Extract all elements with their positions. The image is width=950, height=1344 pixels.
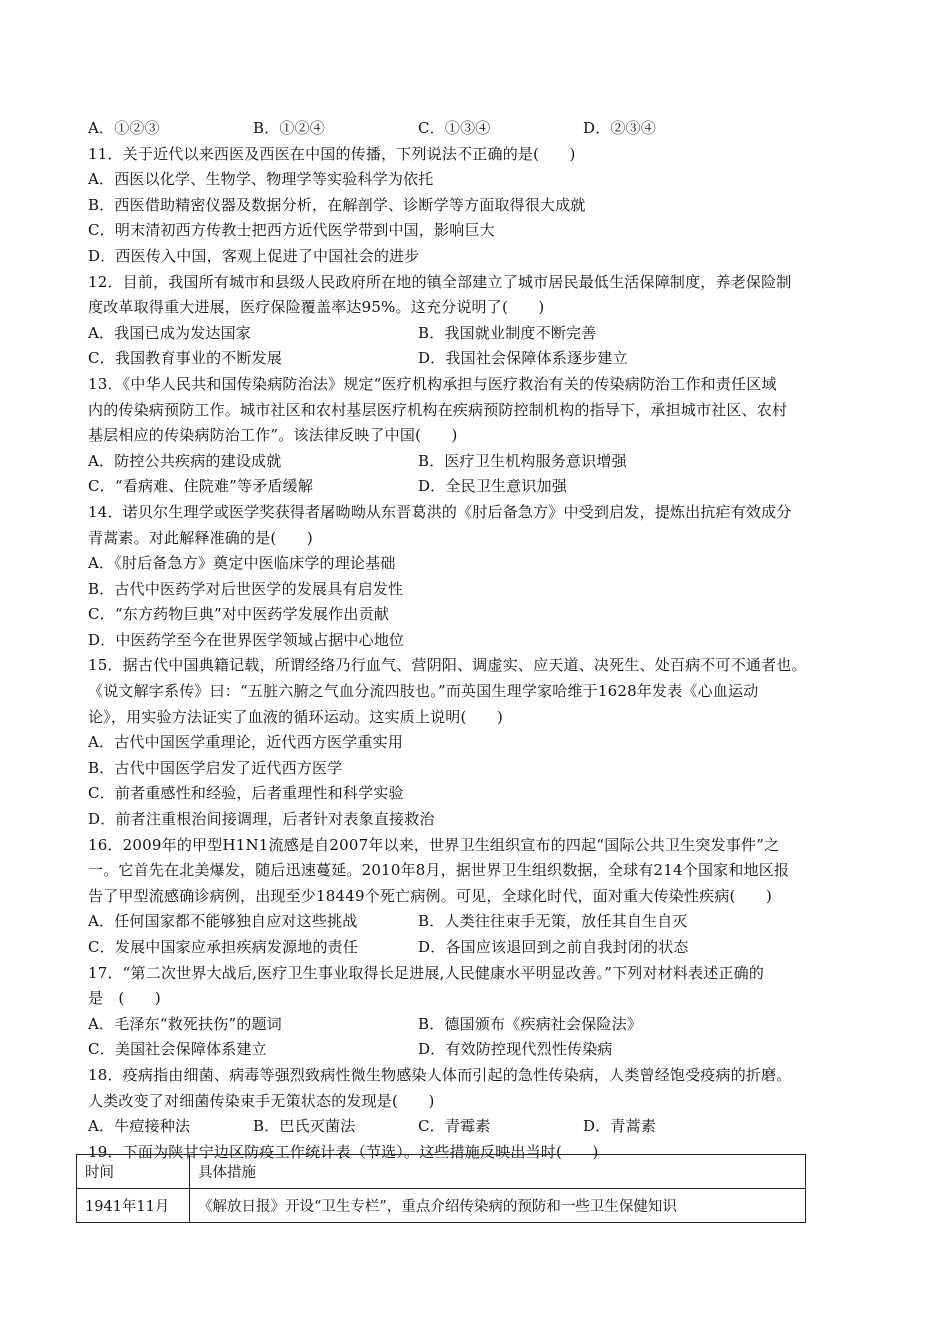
q16-stem-line2: 一。它首先在北美爆发，随后迅速蔓延。2010年8月，据世界卫生组织数据，全球有214个国家和地区报 xyxy=(88,861,790,880)
q15-stem-line2: 《说文解字系传》曰：“五脏六腑之气血分流四肢也。”而英国生理学家哈维于1628年发表《心血运动 xyxy=(88,682,759,701)
q12-option-b[interactable]: B．我国就业制度不断完善 xyxy=(418,323,597,342)
q13-stem-line3: 基层相应的传染病防治工作”。该法律反映了中国( ) xyxy=(88,426,458,445)
q13-stem-line1: 13．《中华人民共和国传染病防治法》规定“医疗机构承担与医疗救治有关的传染病防治工作和责任区域 xyxy=(88,374,777,393)
q10-option-a[interactable]: A．①②③ xyxy=(88,119,160,137)
q10-option-c[interactable]: C．①③④ xyxy=(418,119,491,137)
table-cell-measures: 《解放日报》开设“卫生专栏”，重点介绍传染病的预防和一些卫生保健知识 xyxy=(190,1189,806,1223)
q17-options-row2 xyxy=(88,1037,860,1063)
q17-option-c[interactable]: C．美国社会保障体系建立 xyxy=(88,1040,267,1059)
q18-option-a[interactable]: A．牛痘接种法 xyxy=(88,1117,191,1136)
q18-options xyxy=(88,1114,860,1140)
q11-option-c[interactable]: C．明末清初西方传教士把西方近代医学带到中国，影响巨大 xyxy=(88,221,495,240)
q13-options-row2 xyxy=(88,474,860,500)
q14-stem-line2: 青蒿素。对此解释准确的是( ) xyxy=(88,528,313,547)
q12-option-c[interactable]: C．我国教育事业的不断发展 xyxy=(88,349,283,368)
q17-options-row1 xyxy=(88,1012,860,1038)
exam-page xyxy=(88,116,860,1165)
q10-option-d[interactable]: D．②③④ xyxy=(583,119,657,137)
q11-option-d[interactable]: D．西医传入中国，客观上促进了中国社会的进步 xyxy=(88,246,420,265)
q16-option-a[interactable]: A．任何国家都不能够独自应对这些挑战 xyxy=(88,912,358,931)
q13-options-row1 xyxy=(88,449,860,475)
q11-option-a[interactable]: A．西医以化学、生物学、物理学等实验科学为依托 xyxy=(88,170,434,189)
q17-stem-line2: 是 ( ) xyxy=(88,989,161,1008)
q16-option-b[interactable]: B．人类往往束手无策，放任其自生自灭 xyxy=(418,912,688,931)
q18-option-c[interactable]: C．青霉素 xyxy=(418,1117,491,1136)
table-header-time: 时间 xyxy=(77,1155,190,1189)
q10-option-b[interactable]: B．①②④ xyxy=(253,119,326,137)
q13-option-c[interactable]: C．“看病难、住院难”等矛盾缓解 xyxy=(88,477,314,496)
q12-option-a[interactable]: A．我国已成为发达国家 xyxy=(88,323,252,342)
q14-option-a[interactable]: A．《肘后备急方》奠定中医临床学的理论基础 xyxy=(88,554,396,573)
q19-table xyxy=(76,1154,806,1223)
q13-option-a[interactable]: A．防控公共疾病的建设成就 xyxy=(88,451,282,470)
q12-options-row1 xyxy=(88,321,860,347)
q18-stem-line2: 人类改变了对细菌传染束手无策状态的发现是( ) xyxy=(88,1091,435,1110)
table-row xyxy=(77,1189,806,1223)
q13-option-b[interactable]: B．医疗卫生机构服务意识增强 xyxy=(418,451,627,470)
q12-stem-line2: 度改革取得重大进展，医疗保险覆盖率达95%。这充分说明了( ) xyxy=(88,298,545,317)
q16-options-row1 xyxy=(88,909,860,935)
q16-options-row2 xyxy=(88,935,860,961)
table-header-measures: 具体措施 xyxy=(190,1155,806,1189)
table-header-row xyxy=(77,1155,806,1189)
q16-option-d[interactable]: D．各国应该退回到之前自我封闭的状态 xyxy=(418,938,689,956)
q13-option-d[interactable]: D．全民卫生意识加强 xyxy=(418,477,568,496)
q11-option-b[interactable]: B．西医借助精密仪器及数据分析，在解剖学、诊断学等方面取得很大成就 xyxy=(88,195,586,214)
q14-stem-line1: 14．诺贝尔生理学或医学奖获得者屠呦呦从东晋葛洪的《肘后备急方》中受到启发，提炼出抗疟有效成分 xyxy=(88,502,792,521)
q15-option-c[interactable]: C．前者重感性和经验，后者重理性和科学实验 xyxy=(88,784,404,803)
table-cell-time: 1941年11月 xyxy=(77,1189,190,1223)
q14-option-d[interactable]: D．中医药学至今在世界医学领域占据中心地位 xyxy=(88,630,405,649)
q10-options xyxy=(88,116,860,142)
q11-stem: 11．关于近代以来西医及西医在中国的传播，下列说法不正确的是( ) xyxy=(88,144,576,163)
q14-option-c[interactable]: C．“东方药物巨典”对中医药学发展作出贡献 xyxy=(88,605,390,624)
q12-option-d[interactable]: D．我国社会保障体系逐步建立 xyxy=(418,349,628,368)
q12-stem-line1: 12．目前，我国所有城市和县级人民政府所在地的镇全部建立了城市居民最低生活保障制度，养老保险制 xyxy=(88,272,792,291)
q13-stem-line2: 内的传染病预防工作。城市社区和农村基层医疗机构在疾病预防控制机构的指导下，承担城市社区、农村 xyxy=(88,400,788,419)
q15-option-d[interactable]: D．前者注重根治间接调理，后者针对表象直接救治 xyxy=(88,810,435,829)
q19-stem: 19．下面为陕甘宁边区防疫工作统计表（节选）。这些措施反映出当时( ) xyxy=(88,1142,599,1161)
q16-stem-line3: 告了甲型流感确诊病例，出现至少18449个死亡病例。可见，全球化时代，面对重大传染性疾病( ) xyxy=(88,886,773,905)
q16-stem-line1: 16．2009年的甲型H1N1流感是自2007年以来，世界卫生组织宣布的四起“国际公共卫生突发事件”之 xyxy=(88,835,780,854)
q17-stem-line1: 17．“第二次世界大战后,医疗卫生事业取得长足进展,人民健康水平明显改善。”下列对材料表述正确的 xyxy=(88,963,765,982)
q17-option-d[interactable]: D．有效防控现代烈性传染病 xyxy=(418,1040,613,1059)
q15-stem-line1: 15．据古代中国典籍记载，所谓经络乃行血气、营阴阳、调虚实、应天道、决死生、处百病不可不通者也。 xyxy=(88,656,807,675)
q17-option-b[interactable]: B．德国颁布《疾病社会保险法》 xyxy=(418,1014,643,1033)
q15-option-b[interactable]: B．古代中国医学启发了近代西方医学 xyxy=(88,758,343,777)
q15-stem-line3: 论》，用实验方法证实了血液的循环运动。这实质上说明( ) xyxy=(88,707,504,726)
q14-option-b[interactable]: B．古代中医药学对后世医学的发展具有启发性 xyxy=(88,579,404,598)
q16-option-c[interactable]: C．发展中国家应承担疾病发源地的责任 xyxy=(88,938,359,956)
q12-options-row2 xyxy=(88,346,860,372)
q18-option-d[interactable]: D．青蒿素 xyxy=(583,1117,657,1136)
q15-option-a[interactable]: A．古代中国医学重理论，近代西方医学重实用 xyxy=(88,733,404,752)
q18-option-b[interactable]: B．巴氏灭菌法 xyxy=(253,1117,356,1136)
q17-option-a[interactable]: A．毛泽东“救死扶伤”的题词 xyxy=(88,1014,282,1033)
q18-stem-line1: 18．疫病指由细菌、病毒等强烈致病性微生物感染人体而引起的急性传染病，人类曾经饱受疫病的折磨。 xyxy=(88,1065,792,1084)
